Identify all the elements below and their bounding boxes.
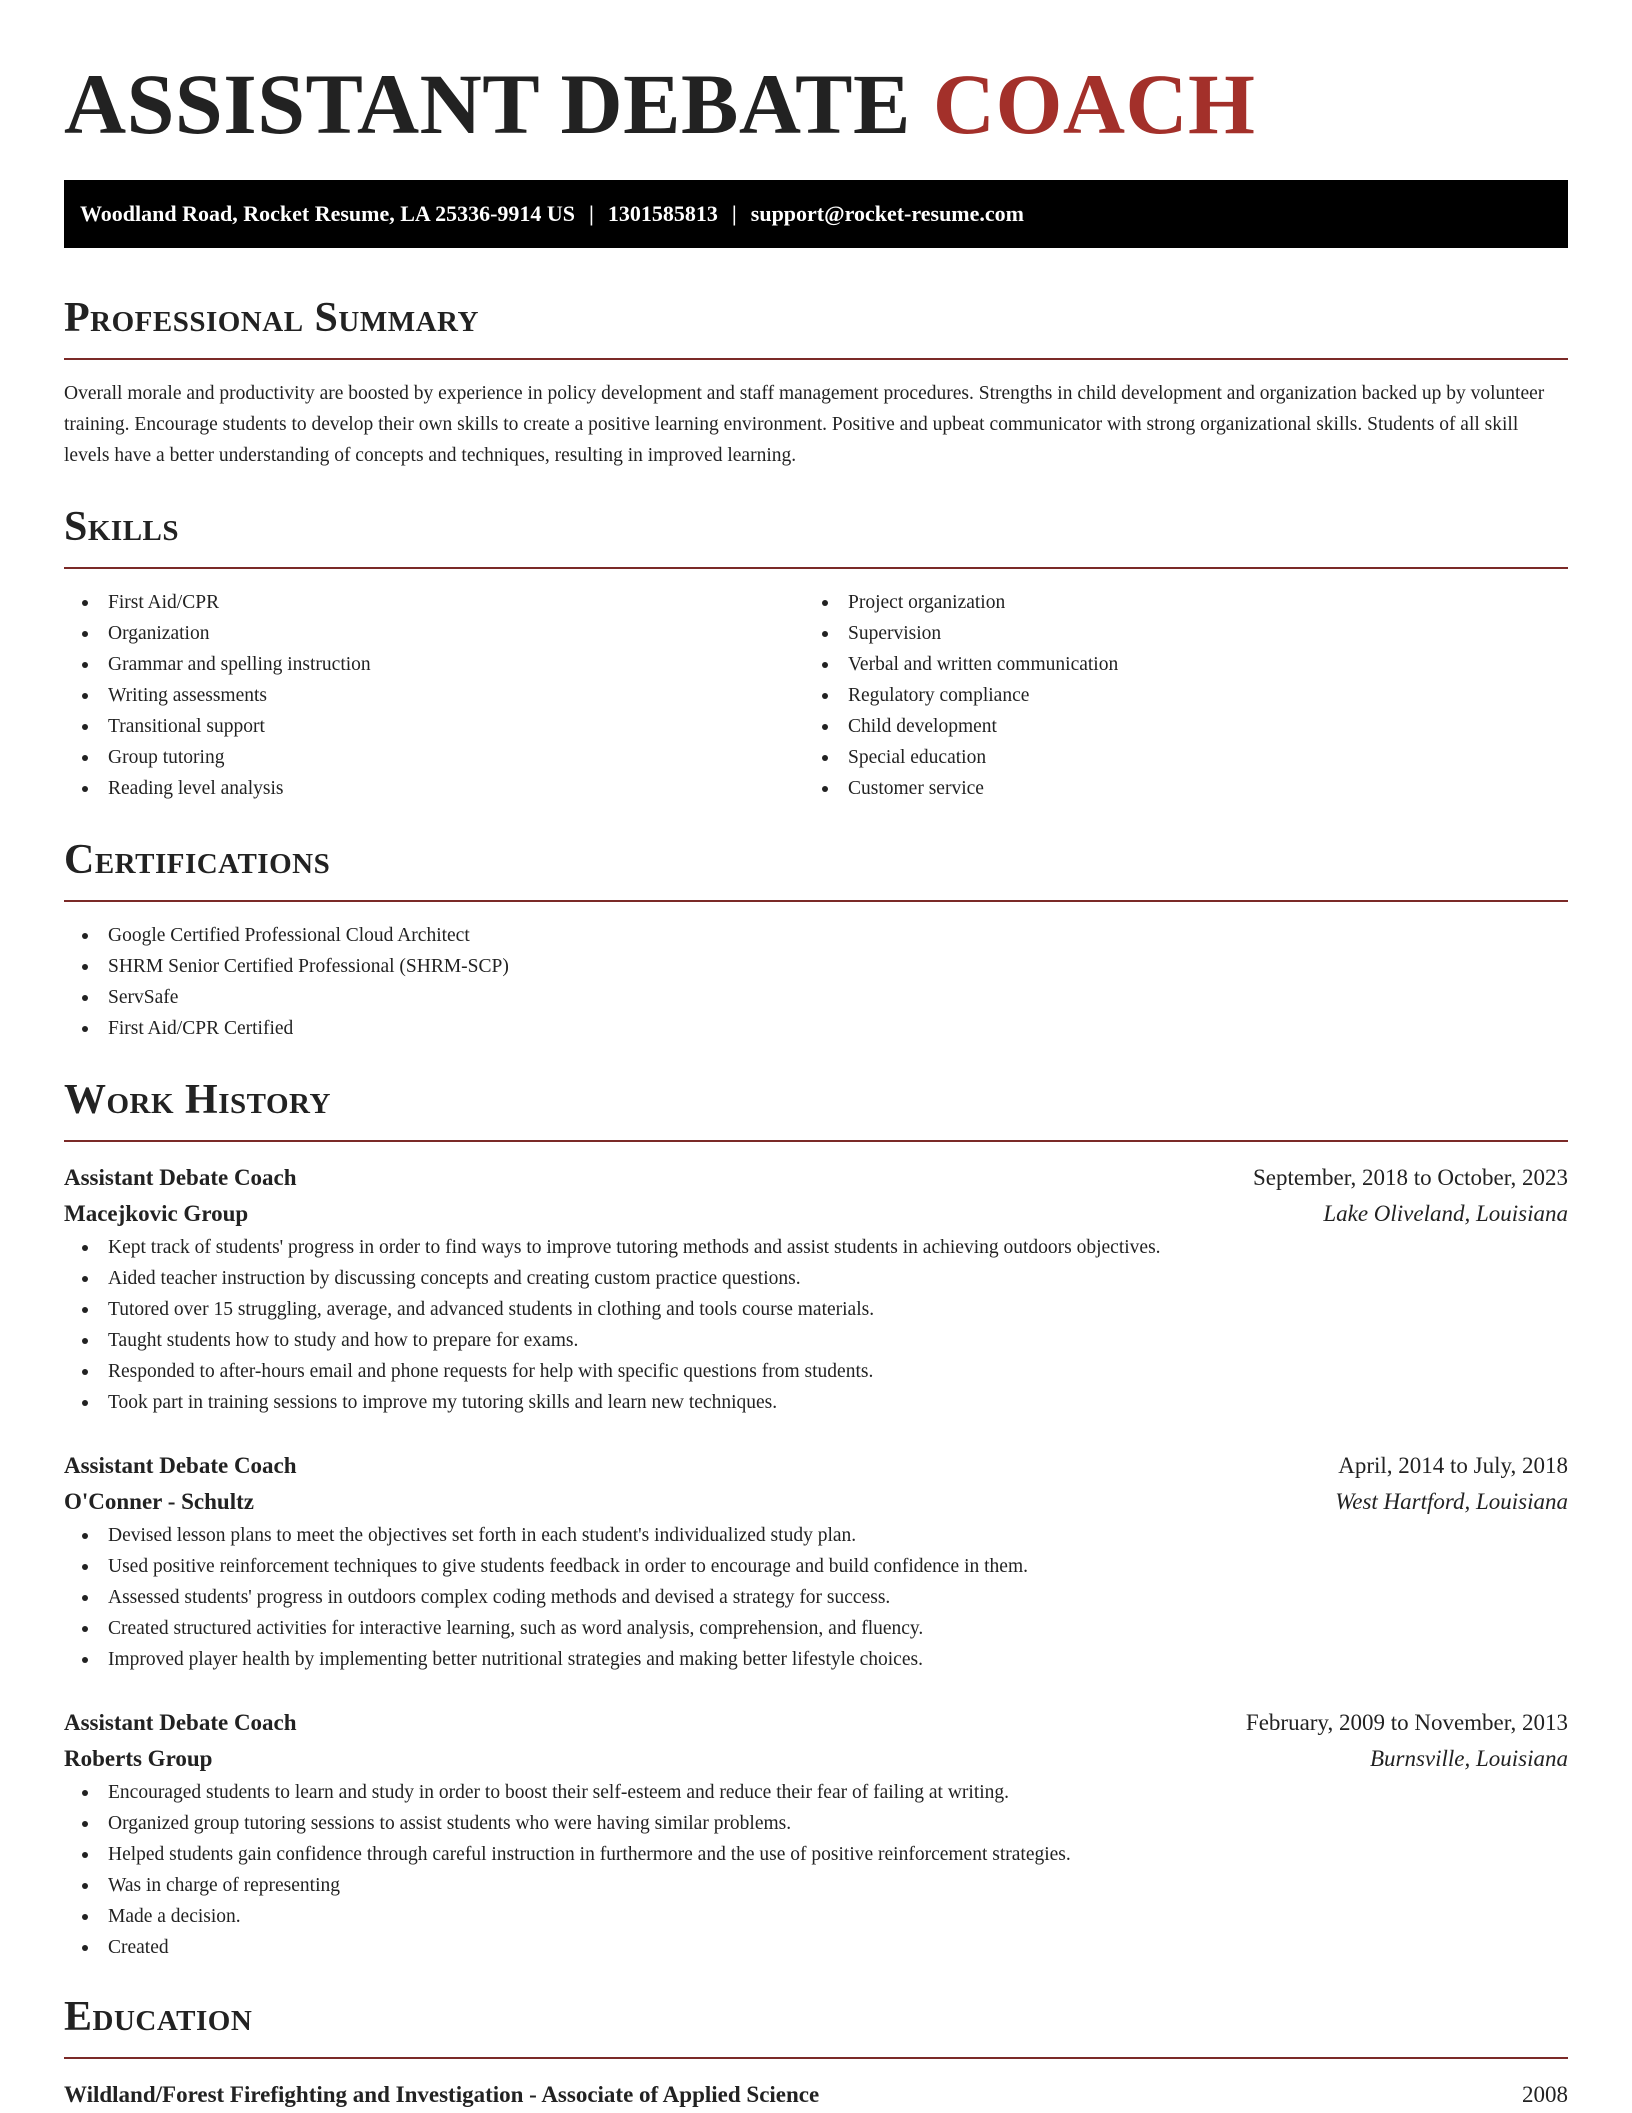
job-company: O'Conner - Schultz xyxy=(64,1489,254,1514)
job-location: Lake Oliveland, Louisiana xyxy=(1323,1201,1568,1226)
job-title: Assistant Debate Coach xyxy=(64,1165,297,1190)
job-bullet: Kept track of students' progress in order to find ways to improve tutoring methods and assist students in achieving outdoors objectives. xyxy=(64,1232,1568,1263)
job-bullet: Devised lesson plans to meet the objectives set forth in each student's individualized study plan. xyxy=(64,1520,1568,1551)
job-bullet: Responded to after-hours email and phone requests for help with specific questions from students. xyxy=(64,1356,1568,1387)
job-header xyxy=(64,1448,1568,1484)
job-bullet: Helped students gain confidence through careful instruction in furthermore and the use of positive reinforcement strategies. xyxy=(64,1839,1568,1870)
job-bullet: Created structured activities for interactive learning, such as word analysis, comprehension, and fluency. xyxy=(64,1613,1568,1644)
education-year: 2008 xyxy=(1522,2082,1568,2107)
summary-heading: Professional Summary xyxy=(64,295,479,341)
summary-text: Overall morale and productivity are boosted by experience in policy development and staff management procedures. Strengths in child development and organization backed up by volunteer training. Encourage students to develop their own skills to create a positive learning environment. Positive and upbeat communicator with strong organizational skills. Students of all skill levels have a better understanding of concepts and techniques, resulting in improved learning. xyxy=(64,383,1545,466)
skill-item: Supervision xyxy=(804,618,1544,649)
skills-left-list xyxy=(64,587,804,804)
certification-item: First Aid/CPR Certified xyxy=(64,1013,1568,1044)
job-bullet-list xyxy=(64,1520,1568,1675)
education-degree: Wildland/Forest Firefighting and Investigation - Associate of Applied Science xyxy=(64,2082,820,2107)
certification-item: Google Certified Professional Cloud Architect xyxy=(64,920,1568,951)
job-subheader xyxy=(64,1741,1568,1777)
job-location: West Hartford, Louisiana xyxy=(1335,1489,1568,1514)
job-location: Burnsville, Louisiana xyxy=(1369,1746,1568,1771)
skill-item: Grammar and spelling instruction xyxy=(64,649,804,680)
job-bullet: Assessed students' progress in outdoors complex coding methods and devised a strategy for success. xyxy=(64,1582,1568,1613)
certification-item: ServSafe xyxy=(64,982,1568,1013)
contact-separator: | xyxy=(589,201,594,226)
job-bullet: Organized group tutoring sessions to assist students who were having similar problems. xyxy=(64,1808,1568,1839)
job-bullet: Tutored over 15 struggling, average, and advanced students in clothing and tools course materials. xyxy=(64,1294,1568,1325)
resume-title xyxy=(64,0,1568,152)
skill-item: Organization xyxy=(64,618,804,649)
resume-page xyxy=(64,0,1568,2113)
certifications-list xyxy=(64,920,1568,1044)
job-bullet: Took part in training sessions to improve my tutoring skills and learn new techniques. xyxy=(64,1387,1568,1418)
certifications-heading: Certifications xyxy=(64,837,331,883)
education-entry xyxy=(64,2077,1568,2113)
job-bullet: Encouraged students to learn and study in order to boost their self-esteem and reduce their fear of failing at writing. xyxy=(64,1777,1568,1808)
title-accent: COACH xyxy=(932,56,1256,152)
job-bullet: Used positive reinforcement techniques to give students feedback in order to encourage and build confidence in them. xyxy=(64,1551,1568,1582)
job-company: Roberts Group xyxy=(64,1746,213,1771)
job-entry xyxy=(64,1448,1568,1675)
title-main: ASSISTANT DEBATE xyxy=(64,56,911,152)
contact-email[interactable]: support@rocket-resume.com xyxy=(750,201,1024,226)
section-divider xyxy=(64,358,1568,360)
job-bullet: Was in charge of representing xyxy=(64,1870,1568,1901)
skills-heading: Skills xyxy=(64,504,180,550)
job-bullet-list xyxy=(64,1232,1568,1418)
skill-item: Writing assessments xyxy=(64,680,804,711)
skill-item: Verbal and written communication xyxy=(804,649,1544,680)
work-history-heading: Work History xyxy=(64,1077,331,1123)
job-bullet-list xyxy=(64,1777,1568,1963)
job-bullet: Aided teacher instruction by discussing concepts and creating custom practice questions. xyxy=(64,1263,1568,1294)
contact-bar xyxy=(64,180,1568,248)
skill-item: Project organization xyxy=(804,587,1544,618)
job-subheader xyxy=(64,1196,1568,1232)
job-dates: September, 2018 to October, 2023 xyxy=(1253,1165,1568,1190)
job-dates: February, 2009 to November, 2013 xyxy=(1245,1710,1568,1735)
certification-item: SHRM Senior Certified Professional (SHRM-SCP) xyxy=(64,951,1568,982)
job-dates: April, 2014 to July, 2018 xyxy=(1338,1453,1568,1478)
job-title: Assistant Debate Coach xyxy=(64,1453,297,1478)
skill-item: Transitional support xyxy=(64,711,804,742)
job-bullet: Created xyxy=(64,1932,1568,1963)
section-divider xyxy=(64,1140,1568,1142)
contact-phone[interactable]: 1301585813 xyxy=(607,201,718,226)
job-bullet: Improved player health by implementing better nutritional strategies and making better lifestyle choices. xyxy=(64,1644,1568,1675)
education-heading: Education xyxy=(64,1994,253,2040)
certifications-section xyxy=(64,834,1568,1044)
summary-section xyxy=(64,292,1568,471)
skills-section xyxy=(64,501,1568,804)
section-divider xyxy=(64,2057,1568,2059)
education-section xyxy=(64,1991,1568,2113)
job-title: Assistant Debate Coach xyxy=(64,1710,297,1735)
job-entry xyxy=(64,1705,1568,1963)
skill-item: Customer service xyxy=(804,773,1544,804)
skill-item: Regulatory compliance xyxy=(804,680,1544,711)
skill-item: Group tutoring xyxy=(64,742,804,773)
skill-item: Reading level analysis xyxy=(64,773,804,804)
job-company: Macejkovic Group xyxy=(64,1201,249,1226)
job-bullet: Made a decision. xyxy=(64,1901,1568,1932)
skill-item: Child development xyxy=(804,711,1544,742)
job-bullet: Taught students how to study and how to prepare for exams. xyxy=(64,1325,1568,1356)
job-header xyxy=(64,1160,1568,1196)
contact-separator: | xyxy=(731,201,737,226)
section-divider xyxy=(64,900,1568,902)
skill-item: First Aid/CPR xyxy=(64,587,804,618)
job-header xyxy=(64,1705,1568,1741)
contact-address: Woodland Road, Rocket Resume, LA 25336-9914 US xyxy=(80,201,576,226)
section-divider xyxy=(64,567,1568,569)
skills-grid xyxy=(64,587,1568,804)
skill-item: Special education xyxy=(804,742,1544,773)
skills-right-list xyxy=(804,587,1544,804)
work-history-section xyxy=(64,1074,1568,1963)
job-subheader xyxy=(64,1484,1568,1520)
job-entry xyxy=(64,1160,1568,1418)
